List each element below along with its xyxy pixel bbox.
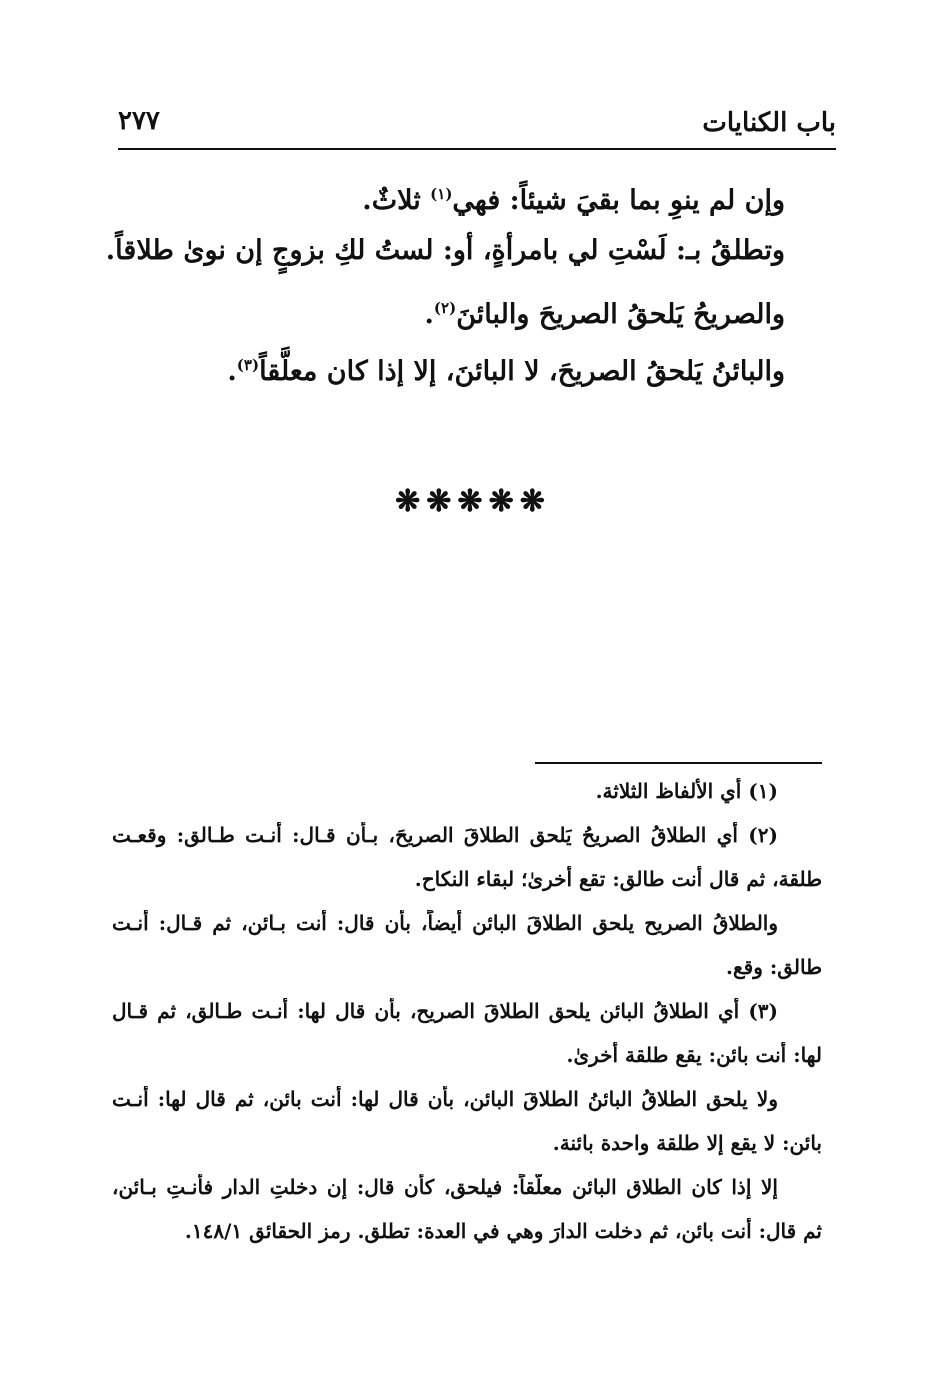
main-line (160, 351, 785, 408)
main-line-text: والبائنُ يَلحقُ الصريحَ، لا البائنَ، إلا إذا كان معلَّقاً (259, 356, 785, 387)
footnote-line: ثم قال: أنت بائن، ثم دخلت الدارَ وهي في العدة: تطلق. رمز الحقائق ١٤٨/١. (184, 1219, 822, 1243)
footnote-line: طلقة، ثم قال أنت طالق: تقع أخرىٰ؛ لبقاء النكاح. (414, 867, 822, 891)
footnote-marker: (١) (430, 185, 453, 203)
main-line-tail: . (424, 299, 434, 330)
footnotes (112, 778, 822, 1262)
main-line-text: وإن لم ينوِ بما بقيَ شيئاً: فهي (452, 185, 785, 216)
footnote-line: ولا يلحق الطلاقُ البائنُ الطلاقَ البائن، بأن قال لها: أنت بائن، ثم قال لها: أنـت (112, 1087, 778, 1111)
footnote-line: طالق: وقع. (726, 955, 822, 979)
main-line (105, 235, 785, 294)
main-text (105, 180, 785, 408)
main-line-text: والصريحُ يَلحقُ الصريحَ والبائنَ (456, 299, 785, 330)
chapter-title: باب الكنايات (702, 108, 836, 138)
section-separator: ❋❋❋❋❋ (395, 484, 551, 519)
footnote-line: إلا إذا كان الطلاق البائن معلَّقاً: فيلحق، كأن قال: إن دخلتِ الدار فأنـتِ بـائن، (112, 1175, 778, 1199)
main-line (160, 180, 785, 237)
running-header (118, 100, 836, 146)
footnote-line: والطلاقُ الصريح يلحق الطلاقَ البائن أيضاً، بأن قال: أنت بـائن، ثم قـال: أنـت (112, 911, 778, 935)
main-line-tail: ثلاثٌ. (362, 185, 431, 216)
header-rule (118, 148, 836, 150)
footnote-line: (٢) أي الطلاقُ الصريحُ يَلحق الطلاقَ الصريحَ، بـأن قـال: أنـت طـالق: وقعـت (112, 823, 778, 847)
main-line-tail: . (227, 356, 237, 387)
footnote-marker: (٢) (433, 299, 457, 317)
footnote-line: (٣) أي الطلاقُ البائن يلحق الطلاقَ الصريح، بأن قال لها: أنـت طـالق، ثم قـال (112, 999, 778, 1023)
footnote-line: (١) أي الألفاظ الثلاثة. (595, 779, 778, 803)
footnote-rule (535, 762, 822, 764)
footnote-line: بائن: لا يقع إلا طلقة واحدة بائنة. (552, 1131, 822, 1155)
main-line (160, 294, 785, 351)
footnote-marker: (٣) (236, 356, 260, 374)
main-line-text: وتطلقُ بـ: لَسْتِ لي بامرأةٍ، أو: لستُ لكِ بزوجٍ إن نوىٰ طلاقاً. (105, 235, 785, 266)
footnote-line: لها: أنت بائن: يقع طلقة أخرىٰ. (566, 1043, 822, 1067)
page-number: ٢٧٧ (118, 106, 160, 136)
